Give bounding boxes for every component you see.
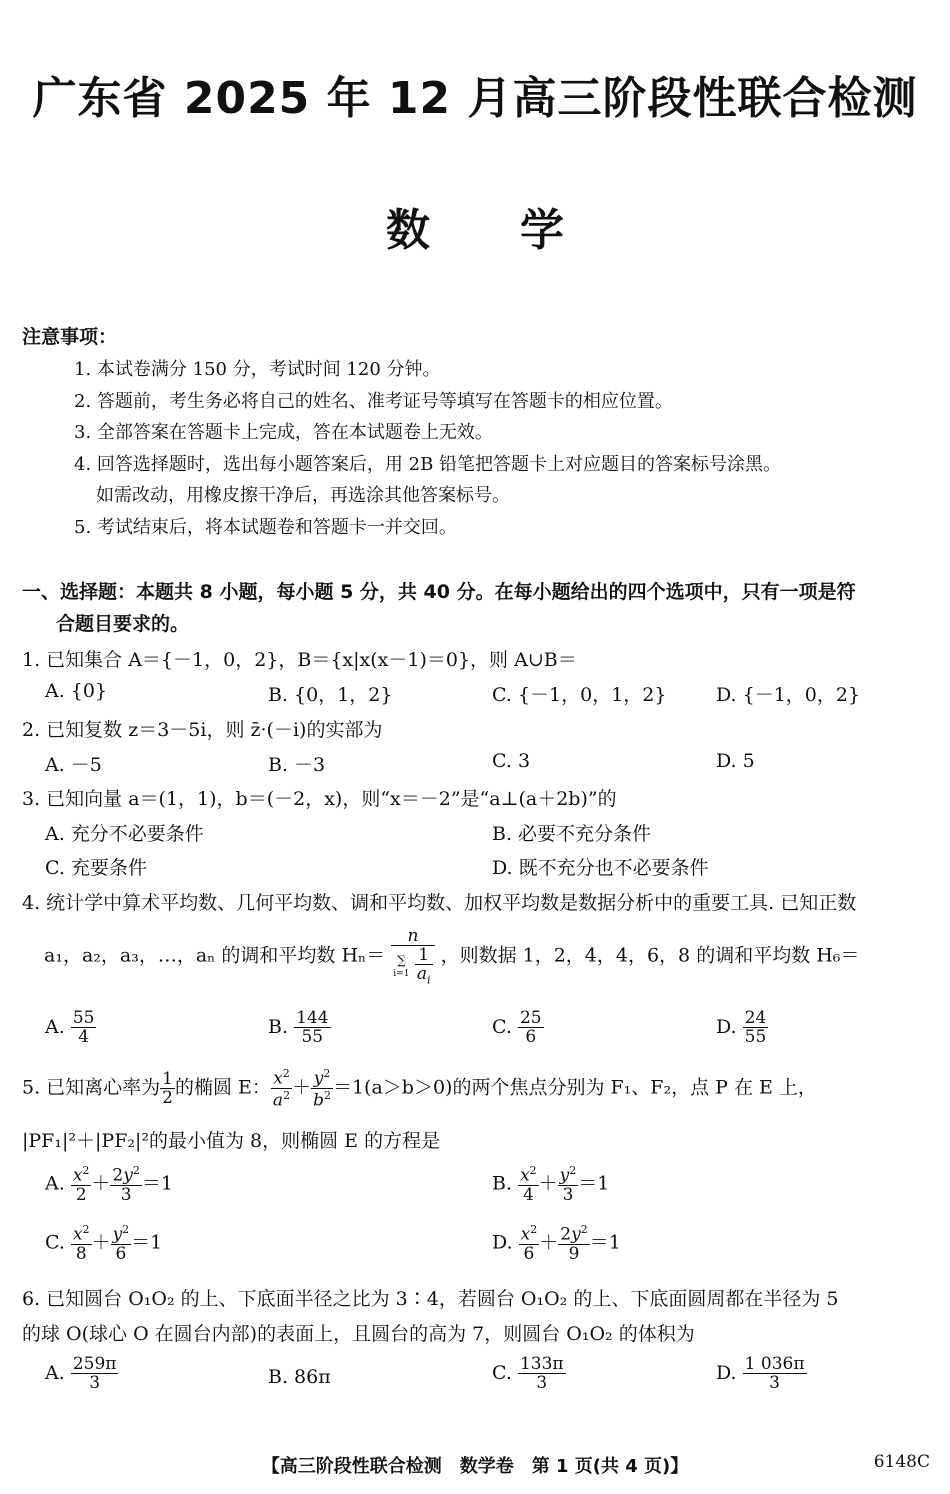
notice-item: 5. 考试结束后，将本试题卷和答题卡一并交回。 xyxy=(74,516,457,538)
question-1-option-c: C. {－1，0，1，2} xyxy=(492,684,667,706)
question-4-option-a: A. $\frac{55}{4}$ xyxy=(45,1008,95,1047)
question-3-option-c: C. 充要条件 xyxy=(45,857,147,879)
question-1-option-a: A. {0} xyxy=(45,680,108,702)
notice-list xyxy=(74,354,934,543)
section-heading-line: 合题目要求的。 xyxy=(56,613,190,635)
question-6-option-b: B. 86π xyxy=(268,1366,331,1388)
question-3-option-a: A. 充分不必要条件 xyxy=(45,823,204,845)
notice-heading: 注意事项： xyxy=(22,326,118,348)
question-3-stem: 3. 已知向量 a＝(1，1)，b＝(－2，x)，则“x＝－2”是“a⊥(a＋2b)”的 xyxy=(22,788,617,810)
harmonic-mean-formula: n ∑ i=1 $\frac{1}{a_i}$ xyxy=(391,928,434,985)
question-4-stem-line1: 4. 统计学中算术平均数、几何平均数、调和平均数、加权平均数是数据分析中的重要工具. 已知正数 xyxy=(22,892,857,914)
exam-title: 广东省 2025 年 12 月高三阶段性联合检测 xyxy=(32,73,918,124)
question-5-option-b: B. $\frac{x^2}{4}$ ＋ $\frac{y^2}{3}$ ＝1 xyxy=(492,1164,610,1205)
question-6-option-c: C. $\frac{133\pi}{3}$ xyxy=(492,1354,564,1393)
question-6-option-d: D. $\frac{1 036\pi}{3}$ xyxy=(716,1354,805,1393)
section-heading xyxy=(22,576,937,640)
paper-code: 6148C xyxy=(873,1452,930,1472)
question-5-option-d: D. $\frac{x^2}{6}$ ＋ $\frac{2y^2}{9}$ ＝1 xyxy=(492,1223,621,1264)
question-6-option-a: A. $\frac{259\pi}{3}$ xyxy=(45,1354,117,1393)
question-6-stem-line1: 6. 已知圆台 O₁O₂ 的上、下底面半径之比为 3∶4，若圆台 O₁O₂ 的上、下底面圆周都在半径为 5 xyxy=(22,1288,839,1310)
question-1-option-d: D. {－1，0，2} xyxy=(716,684,861,706)
question-2-option-a: A. －5 xyxy=(45,754,102,776)
question-4-stem-part: ，则数据 1，2，4，4，6，8 的调和平均数 H₆＝ xyxy=(440,944,860,967)
question-2-stem: 2. 已知复数 z＝3－5i，则 z̄·(－i)的实部为 xyxy=(22,719,383,741)
question-6-stem-line2: 的球 O(球心 O 在圆台内部)的表面上，且圆台的高为 7，则圆台 O₁O₂ 的体积为 xyxy=(22,1323,695,1345)
question-2-option-d: D. 5 xyxy=(716,750,755,772)
section-heading-line: 一、选择题：本题共 8 小题，每小题 5 分，共 40 分。在每小题给出的四个选项中，只有一项是符 xyxy=(22,581,856,603)
notice-item: 2. 答题前，考生务必将自己的姓名、准考证号等填写在答题卡的相应位置。 xyxy=(74,390,673,412)
question-4-stem-line2 xyxy=(44,928,950,985)
question-5-stem-line1: 5. 已知离心率为 $\frac{1}{2}$ 的椭圆 E： $\frac{x^2}{a^2}$ ＋ $\frac{y^2}{b^2}$ ＝1(a＞b＞0)的两个焦点分别为 F₁、F₂，点 P 在 E 上， xyxy=(22,1067,817,1111)
question-4-option-c: C. $\frac{25}{6}$ xyxy=(492,1008,542,1047)
question-4-option-b: B. $\frac{144}{55}$ xyxy=(268,1008,329,1047)
question-3-option-d: D. 既不充分也不必要条件 xyxy=(492,857,709,879)
question-5-stem-line2: |PF₁|²＋|PF₂|²的最小值为 8，则椭圆 E 的方程是 xyxy=(22,1130,441,1152)
subject-title: 数学 xyxy=(386,205,654,256)
notice-item: 如需改动，用橡皮擦干净后，再选涂其他答案标号。 xyxy=(96,485,510,506)
question-5-option-c: C. $\frac{x^2}{8}$ ＋ $\frac{y^2}{6}$ ＝1 xyxy=(45,1223,163,1264)
question-2-option-b: B. －3 xyxy=(268,754,326,776)
question-5-option-a: A. $\frac{x^2}{2}$ ＋ $\frac{2y^2}{3}$ ＝1 xyxy=(45,1164,173,1205)
question-1-option-b: B. {0，1，2} xyxy=(268,684,393,706)
notice-item: 4. 回答选择题时，选出每小题答案后，用 2B 铅笔把答题卡上对应题目的答案标号涂黑。 xyxy=(74,453,782,475)
notice-item: 3. 全部答案在答题卡上完成，答在本试题卷上无效。 xyxy=(74,422,493,443)
question-3-option-b: B. 必要不充分条件 xyxy=(492,823,652,845)
page-footer: 【高三阶段性联合检测 数学卷 第 1 页(共 4 页)】 xyxy=(261,1456,689,1477)
question-4-stem-part: a₁，a₂，a₃，…，aₙ 的调和平均数 Hₙ＝ xyxy=(44,944,386,967)
question-1-stem: 1. 已知集合 A＝{－1，0，2}，B＝{x|x(x－1)＝0}，则 A∪B＝ xyxy=(22,649,577,671)
notice-item: 1. 本试卷满分 150 分，考试时间 120 分钟。 xyxy=(74,359,441,380)
question-4-option-d: D. $\frac{24}{55}$ xyxy=(716,1008,767,1047)
question-2-option-c: C. 3 xyxy=(492,750,531,772)
